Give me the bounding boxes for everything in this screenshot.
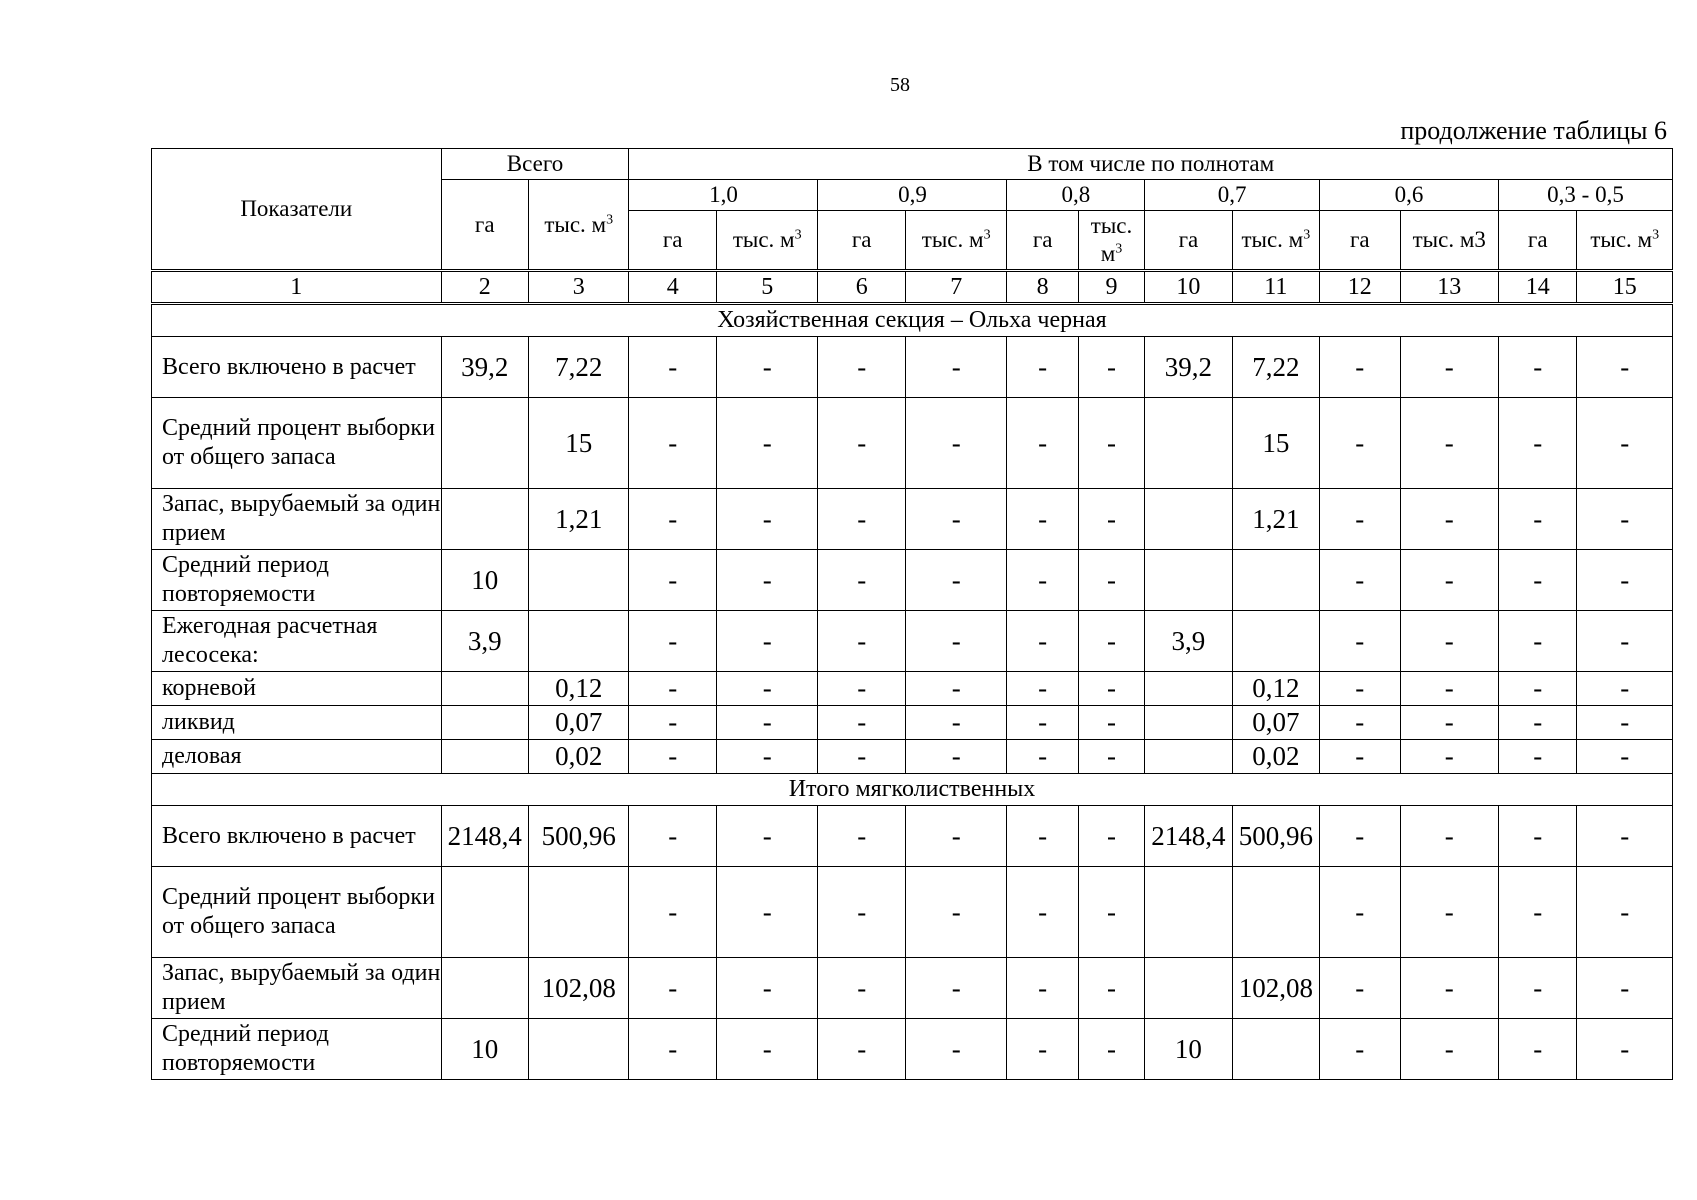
table-cell: 39,2: [1145, 337, 1232, 398]
table-cell: -: [1007, 958, 1078, 1019]
table-row: [152, 1019, 1673, 1080]
table-cell: -: [818, 867, 905, 958]
header-by-density: В том числе по полнотам: [629, 149, 1673, 180]
table-cell: -: [629, 740, 716, 774]
table-cell: -: [1577, 958, 1673, 1019]
header-indicators: Показатели: [152, 149, 442, 271]
table-cell: -: [629, 806, 716, 867]
table-cell: -: [1400, 550, 1499, 611]
table-cell: 10: [441, 550, 528, 611]
table-cell: 7,22: [1232, 337, 1319, 398]
table-cell: -: [629, 706, 716, 740]
column-number: 15: [1577, 271, 1673, 304]
table-cell: [441, 706, 528, 740]
table-cell: -: [1007, 611, 1078, 672]
table-cell: -: [905, 672, 1007, 706]
table-row: [152, 958, 1673, 1019]
table-cell: -: [1400, 806, 1499, 867]
table-cell: -: [1400, 337, 1499, 398]
section-header-row: [152, 304, 1673, 337]
table-cell: -: [905, 706, 1007, 740]
column-number: 13: [1400, 271, 1499, 304]
table-cell: -: [716, 672, 818, 706]
table-cell: -: [1320, 672, 1400, 706]
header-density-group: 0,6: [1320, 180, 1499, 211]
table-cell: [528, 867, 629, 958]
table-cell: -: [1320, 611, 1400, 672]
table-cell: -: [905, 740, 1007, 774]
table-cell: -: [1320, 1019, 1400, 1080]
table-cell: [1232, 550, 1319, 611]
table-cell: -: [1078, 1019, 1144, 1080]
table-cell: [528, 1019, 629, 1080]
table-cell: -: [905, 806, 1007, 867]
column-number: 7: [905, 271, 1007, 304]
table-cell: -: [818, 958, 905, 1019]
header-density-group: 0,8: [1007, 180, 1145, 211]
table-cell: -: [629, 337, 716, 398]
table-cell: -: [818, 550, 905, 611]
table-cell: 15: [528, 398, 629, 489]
table-row: [152, 806, 1673, 867]
table-cell: -: [716, 550, 818, 611]
header-total-ha: га: [441, 180, 528, 271]
table-cell: -: [1078, 489, 1144, 550]
table-cell: -: [1007, 806, 1078, 867]
table-cell: -: [629, 672, 716, 706]
table-cell: -: [1499, 337, 1577, 398]
table-cell: -: [1577, 706, 1673, 740]
table-row: [152, 740, 1673, 774]
table-cell: -: [1007, 489, 1078, 550]
table-cell: -: [1499, 398, 1577, 489]
table-cell: -: [1577, 740, 1673, 774]
table-cell: -: [1577, 337, 1673, 398]
table-cell: -: [716, 806, 818, 867]
table-cell: -: [818, 672, 905, 706]
table-cell: 3,9: [441, 611, 528, 672]
table-cell: -: [716, 706, 818, 740]
forest-table: [151, 148, 1673, 1080]
table-cell: -: [818, 806, 905, 867]
table-cell: -: [1078, 740, 1144, 774]
header-density-group: 1,0: [629, 180, 818, 211]
table-cell: 0,02: [1232, 740, 1319, 774]
table-cell: 500,96: [528, 806, 629, 867]
row-label: Ежегодная расчетная лесосека:: [152, 611, 442, 672]
table-cell: -: [629, 398, 716, 489]
table-cell: -: [1400, 706, 1499, 740]
page-number: 58: [890, 74, 910, 96]
table-row: [152, 867, 1673, 958]
table-cell: -: [1078, 337, 1144, 398]
table-cell: -: [1320, 706, 1400, 740]
table-row: [152, 706, 1673, 740]
table-cell: -: [1007, 740, 1078, 774]
table-cell: [528, 611, 629, 672]
table-cell: [1232, 1019, 1319, 1080]
header-m3: тыс. $м^3$: [1078, 211, 1144, 271]
table-cell: -: [1320, 398, 1400, 489]
table-cell: -: [1320, 489, 1400, 550]
table-cell: -: [716, 867, 818, 958]
table-cell: 10: [441, 1019, 528, 1080]
header-m3: тыс. $м^3$: [905, 211, 1007, 271]
table-cell: -: [1577, 489, 1673, 550]
table-cell: -: [905, 550, 1007, 611]
table-cell: 0,12: [528, 672, 629, 706]
table-cell: -: [1320, 958, 1400, 1019]
table-cell: -: [1320, 806, 1400, 867]
header-ha: га: [1145, 211, 1232, 271]
table-cell: -: [1078, 550, 1144, 611]
table-row: [152, 550, 1673, 611]
table-cell: -: [716, 958, 818, 1019]
section-title: Хозяйственная секция – Ольха черная: [152, 304, 1673, 337]
table-cell: -: [1400, 398, 1499, 489]
column-number: 2: [441, 271, 528, 304]
table-cell: -: [1400, 867, 1499, 958]
table-cell: -: [1577, 1019, 1673, 1080]
header-m3: тыс. $м^3$: [1232, 211, 1319, 271]
table-cell: -: [1007, 1019, 1078, 1080]
header-m3: тыс. $м^3$: [1577, 211, 1673, 271]
table-cell: -: [1499, 706, 1577, 740]
section-header-row: [152, 774, 1673, 806]
header-m3: тыс. $м^3$: [716, 211, 818, 271]
column-number-row: [152, 271, 1673, 304]
table-cell: -: [716, 611, 818, 672]
row-label: Всего включено в расчет: [152, 806, 442, 867]
table-cell: 0,07: [1232, 706, 1319, 740]
table-cell: [441, 958, 528, 1019]
table-cell: -: [818, 611, 905, 672]
table-cell: [1145, 398, 1232, 489]
column-number: 6: [818, 271, 905, 304]
table-cell: -: [1320, 740, 1400, 774]
table-cell: -: [1577, 398, 1673, 489]
row-label: Запас, вырубаемый за один прием: [152, 489, 442, 550]
row-label: деловая: [152, 740, 442, 774]
table-cell: -: [1499, 489, 1577, 550]
table-cell: -: [905, 1019, 1007, 1080]
table-cell: 1,21: [528, 489, 629, 550]
table-cell: [441, 672, 528, 706]
table-cell: 15: [1232, 398, 1319, 489]
table-cell: -: [818, 398, 905, 489]
table-cell: -: [1400, 611, 1499, 672]
row-label: Запас, вырубаемый за один прием: [152, 958, 442, 1019]
table-cell: -: [818, 706, 905, 740]
table-cell: 102,08: [528, 958, 629, 1019]
table-cell: -: [629, 958, 716, 1019]
table-cell: 39,2: [441, 337, 528, 398]
table-cell: [441, 489, 528, 550]
table-cell: -: [1499, 672, 1577, 706]
table-cell: [1145, 867, 1232, 958]
column-number: 12: [1320, 271, 1400, 304]
table-cell: -: [1078, 958, 1144, 1019]
header-ha: га: [1007, 211, 1078, 271]
table-cell: -: [905, 867, 1007, 958]
table-cell: -: [629, 489, 716, 550]
table-cell: -: [1577, 806, 1673, 867]
table-cell: -: [1577, 611, 1673, 672]
header-density-group: 0,9: [818, 180, 1007, 211]
section-title: Итого мягколиственных: [152, 774, 1673, 806]
table-cell: -: [1577, 550, 1673, 611]
continuation-label: продолжение таблицы 6: [1400, 116, 1667, 145]
row-label: Всего включено в расчет: [152, 337, 442, 398]
table-cell: -: [1007, 398, 1078, 489]
row-label: ликвид: [152, 706, 442, 740]
column-number: 4: [629, 271, 716, 304]
column-number: 10: [1145, 271, 1232, 304]
table-cell: -: [1078, 611, 1144, 672]
table-cell: -: [1577, 672, 1673, 706]
header-total-m3: тыс. $м^3$: [528, 180, 629, 271]
table-cell: -: [1400, 489, 1499, 550]
table-row: [152, 672, 1673, 706]
table-cell: -: [1577, 867, 1673, 958]
table-cell: -: [1078, 867, 1144, 958]
table-cell: 10: [1145, 1019, 1232, 1080]
table-cell: -: [629, 611, 716, 672]
table-cell: -: [1320, 337, 1400, 398]
table-cell: -: [905, 611, 1007, 672]
table-cell: -: [1007, 550, 1078, 611]
table-cell: [1145, 706, 1232, 740]
table-cell: 500,96: [1232, 806, 1319, 867]
table-cell: -: [818, 489, 905, 550]
table-cell: 2148,4: [1145, 806, 1232, 867]
table-cell: -: [1499, 611, 1577, 672]
column-number: 14: [1499, 271, 1577, 304]
table-cell: 0,07: [528, 706, 629, 740]
table-cell: -: [1499, 1019, 1577, 1080]
table-cell: -: [716, 489, 818, 550]
table-cell: 3,9: [1145, 611, 1232, 672]
table-cell: -: [1078, 806, 1144, 867]
header-ha: га: [1320, 211, 1400, 271]
header-ha: га: [818, 211, 905, 271]
header-ha: га: [629, 211, 716, 271]
header-m3: тыс. м3: [1400, 211, 1499, 271]
table-container: [151, 148, 1673, 1080]
table-cell: -: [1320, 867, 1400, 958]
table-cell: 1,21: [1232, 489, 1319, 550]
table-cell: -: [1499, 806, 1577, 867]
table-cell: -: [629, 550, 716, 611]
table-row: [152, 489, 1673, 550]
table-cell: [441, 398, 528, 489]
table-cell: -: [1499, 550, 1577, 611]
table-cell: -: [905, 398, 1007, 489]
table-cell: -: [716, 1019, 818, 1080]
table-cell: -: [1320, 550, 1400, 611]
table-cell: [1145, 489, 1232, 550]
column-number: 3: [528, 271, 629, 304]
table-cell: -: [1499, 958, 1577, 1019]
table-cell: -: [905, 958, 1007, 1019]
table-cell: -: [1007, 706, 1078, 740]
table-cell: -: [818, 740, 905, 774]
table-cell: -: [1499, 740, 1577, 774]
row-label: Средний период повторяемости: [152, 550, 442, 611]
row-label: Средний период повторяемости: [152, 1019, 442, 1080]
table-cell: [528, 550, 629, 611]
table-cell: 0,02: [528, 740, 629, 774]
table-cell: 0,12: [1232, 672, 1319, 706]
table-cell: -: [716, 398, 818, 489]
header-ha: га: [1499, 211, 1577, 271]
table-row: [152, 611, 1673, 672]
table-cell: -: [818, 337, 905, 398]
table-cell: -: [716, 337, 818, 398]
table-cell: -: [905, 337, 1007, 398]
table-cell: -: [1007, 672, 1078, 706]
table-cell: -: [629, 1019, 716, 1080]
row-label: корневой: [152, 672, 442, 706]
table-cell: -: [905, 489, 1007, 550]
row-label: Средний процент выборки от общего запаса: [152, 398, 442, 489]
table-cell: [441, 867, 528, 958]
table-cell: -: [1400, 672, 1499, 706]
column-number: 5: [716, 271, 818, 304]
table-row: [152, 337, 1673, 398]
table-cell: -: [1007, 867, 1078, 958]
table-cell: -: [629, 867, 716, 958]
column-number: 1: [152, 271, 442, 304]
table-cell: -: [1078, 672, 1144, 706]
table-cell: -: [1078, 398, 1144, 489]
column-number: 9: [1078, 271, 1144, 304]
table-cell: -: [1400, 740, 1499, 774]
table-cell: -: [1400, 1019, 1499, 1080]
table-cell: -: [1499, 867, 1577, 958]
table-cell: 7,22: [528, 337, 629, 398]
table-cell: -: [1007, 337, 1078, 398]
header-density-group: 0,3 - 0,5: [1499, 180, 1673, 211]
table-cell: -: [716, 740, 818, 774]
table-cell: [441, 740, 528, 774]
header-total: Всего: [441, 149, 629, 180]
table-cell: [1145, 672, 1232, 706]
table-cell: [1232, 867, 1319, 958]
header-density-group: 0,7: [1145, 180, 1320, 211]
table-cell: 2148,4: [441, 806, 528, 867]
table-cell: [1145, 550, 1232, 611]
column-number: 8: [1007, 271, 1078, 304]
table-cell: -: [1400, 958, 1499, 1019]
column-number: 11: [1232, 271, 1319, 304]
table-cell: [1145, 958, 1232, 1019]
table-cell: 102,08: [1232, 958, 1319, 1019]
table-cell: -: [818, 1019, 905, 1080]
row-label: Средний процент выборки от общего запаса: [152, 867, 442, 958]
table-cell: -: [1078, 706, 1144, 740]
table-cell: [1145, 740, 1232, 774]
table-row: [152, 398, 1673, 489]
table-cell: [1232, 611, 1319, 672]
